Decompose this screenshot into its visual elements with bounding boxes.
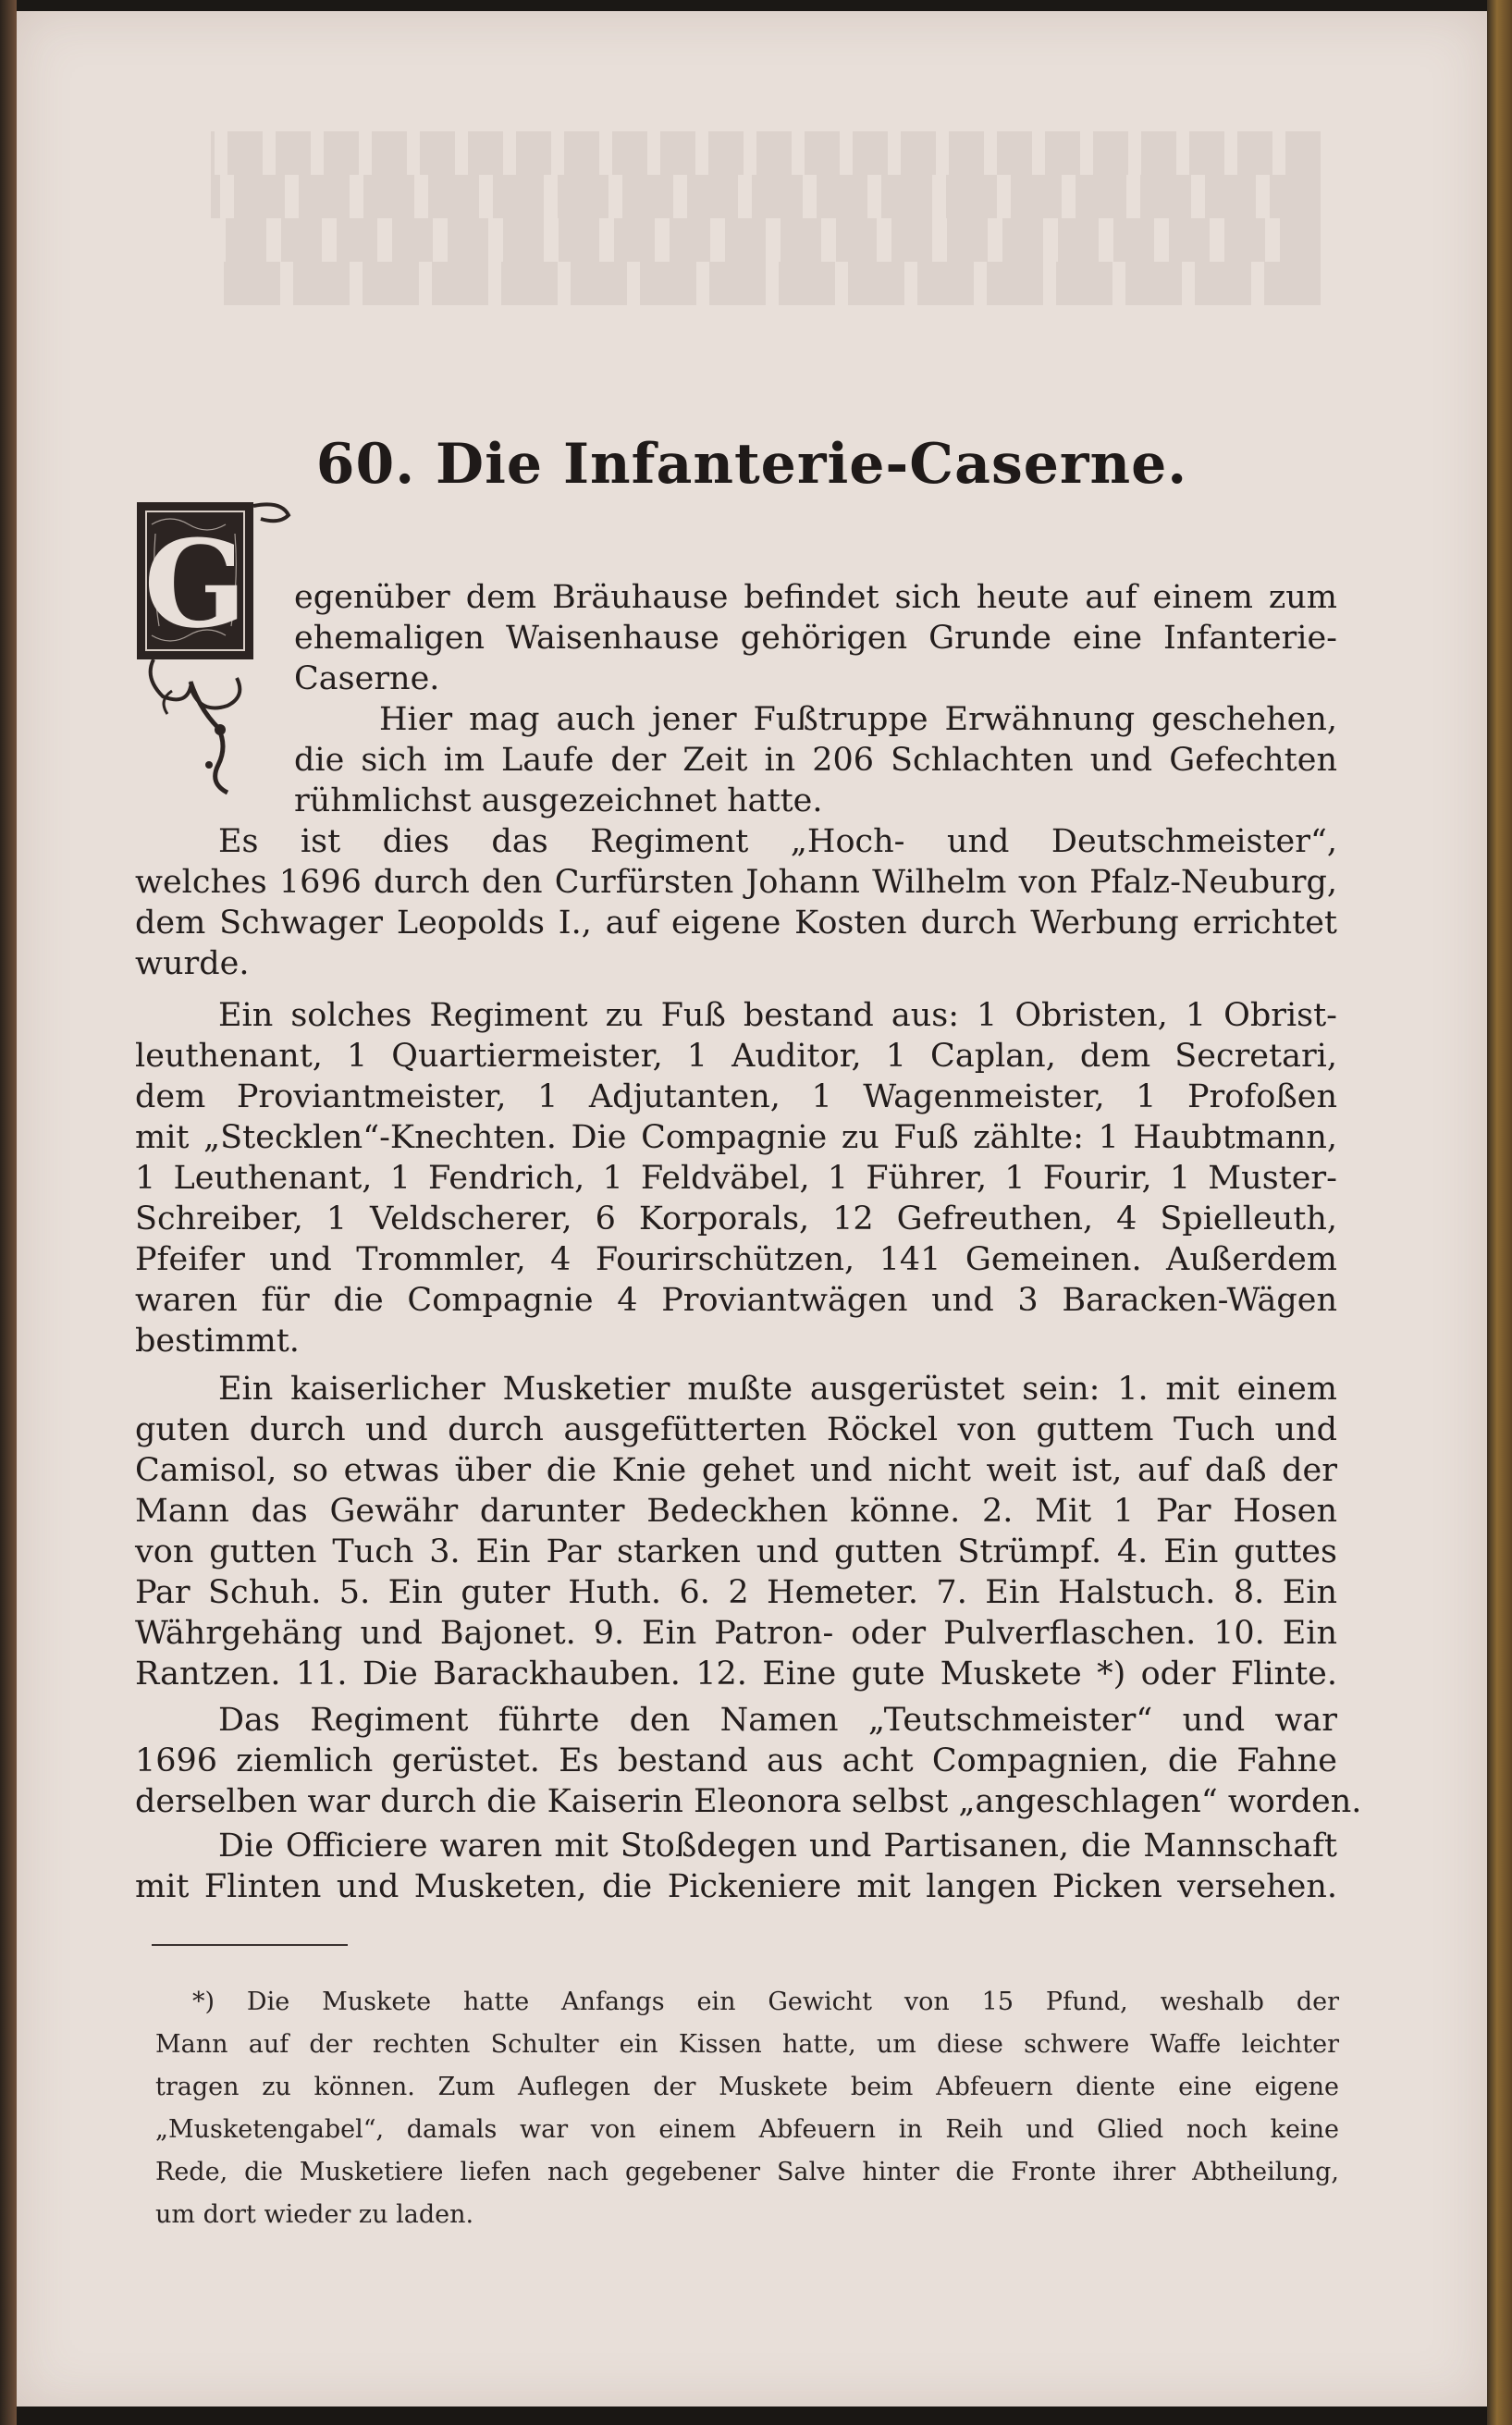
book-page xyxy=(17,11,1487,2407)
footnote-rule xyxy=(152,1944,348,1946)
paragraph-5 xyxy=(135,1369,1337,1694)
footnote-line: *) Die Muskete hatte Anfangs ein Gewicht von 15 Pfund, weshalb der xyxy=(192,1988,1339,2016)
text-line: Es ist dies das Regiment „Hoch- und Deutschmeister“, xyxy=(218,823,1337,860)
paragraph-6 xyxy=(135,1700,1362,1822)
text-line: welches 1696 durch den Curfürsten Johann Wilhelm von Pfalz-Neuburg, xyxy=(135,864,1337,901)
text-line: leuthenant, 1 Quartiermeister, 1 Auditor, 1 Caplan, dem Secretari, xyxy=(135,1038,1337,1075)
text-line: Schreiber, 1 Veldscherer, 6 Korporals, 12 Gefreuthen, 4 Spielleuth, xyxy=(135,1200,1337,1237)
text-line: Rantzen. 11. Die Barackhauben. 12. Eine gute Muskete *) oder Flinte. xyxy=(135,1656,1337,1693)
text-line: Währgehäng und Bajonet. 9. Ein Patron- oder Pulverflaschen. 10. Ein xyxy=(135,1615,1337,1652)
text-line: Ein solches Regiment zu Fuß bestand aus: 1 Obristen, 1 Obrist- xyxy=(218,997,1337,1034)
chapter-title: 60. Die Infanterie-Caserne. xyxy=(315,432,1188,497)
footnote xyxy=(155,1981,1339,2236)
text-line: dem Proviantmeister, 1 Adjutanten, 1 Wagenmeister, 1 Profoßen xyxy=(135,1078,1337,1115)
scan-left-edge xyxy=(0,0,17,2425)
gilt-page-edge xyxy=(1487,0,1512,2425)
text-line: Ein kaiserlicher Musketier mußte ausgerüstet sein: 1. mit einem xyxy=(218,1371,1337,1408)
text-line: Hier mag auch jener Fußtruppe Erwähnung geschehen, xyxy=(379,701,1337,738)
footnote-line: Mann auf der rechten Schulter ein Kissen hatte, um diese schwere Waffe leichter xyxy=(155,2030,1339,2059)
footnote-line: „Musketengabel“, damals war von einem Abfeuern in Reih und Glied noch keine xyxy=(155,2115,1339,2144)
text-line: wurde. xyxy=(135,945,250,982)
text-line: die sich im Laufe der Zeit in 206 Schlachten und Gefechten xyxy=(294,742,1337,779)
text-line: Pfeifer und Trommler, 4 Fourirschützen, 141 Gemeinen. Außerdem xyxy=(135,1241,1337,1278)
text-line: Mann das Gewähr darunter Bedeckhen könne. 2. Mit 1 Par Hosen xyxy=(135,1493,1337,1530)
text-line: 1 Leuthenant, 1 Fendrich, 1 Feldväbel, 1 Führer, 1 Fourir, 1 Muster- xyxy=(135,1160,1337,1197)
paragraph-4 xyxy=(135,995,1337,1361)
text-line: guten durch und durch ausgefütterten Röckel von guttem Tuch und xyxy=(135,1411,1337,1448)
scan-top-edge xyxy=(0,0,1512,11)
text-line: mit „Stecklen“-Knechten. Die Compagnie zu Fuß zählte: 1 Haubtmann, xyxy=(135,1119,1337,1156)
decorated-initial xyxy=(135,497,292,802)
text-line: bestimmt. xyxy=(135,1323,300,1360)
text-line: Die Officiere waren mit Stoßdegen und Partisanen, die Mannschaft xyxy=(218,1828,1337,1865)
paragraph-3 xyxy=(135,821,1337,984)
paragraph-1 xyxy=(294,577,1337,699)
text-line: von gutten Tuch 3. Ein Par starken und gutten Strümpf. 4. Ein guttes xyxy=(135,1533,1337,1570)
text-line: Caserne. xyxy=(294,660,440,697)
svg-text:G: G xyxy=(143,513,247,655)
paragraph-2 xyxy=(294,699,1337,821)
footnote-line: Rede, die Musketiere liefen nach gegebener Salve hinter die Fronte ihrer Abtheilung, xyxy=(155,2158,1339,2186)
footnote-line: um dort wieder zu laden. xyxy=(155,2200,474,2229)
paragraph-7 xyxy=(135,1826,1337,1907)
footnote-line: tragen zu können. Zum Auflegen der Muskete beim Abfeuern diente eine eigene xyxy=(155,2073,1339,2101)
text-line: mit Flinten und Musketen, die Pickeniere mit langen Picken versehen. xyxy=(135,1868,1337,1905)
text-line: Das Regiment führte den Namen „Teutschmeister“ und war xyxy=(218,1702,1337,1739)
text-line: ehemaligen Waisenhause gehörigen Grunde eine Infanterie- xyxy=(294,620,1337,657)
text-line: 1696 ziemlich gerüstet. Es bestand aus acht Compagnien, die Fahne xyxy=(135,1742,1337,1779)
text-line: egenüber dem Bräuhause befindet sich heute auf einem zum xyxy=(294,579,1337,616)
text-line: Camisol, so etwas über die Knie gehet und nicht weit ist, auf daß der xyxy=(135,1452,1337,1489)
text-line: dem Schwager Leopolds I., auf eigene Kosten durch Werbung errichtet xyxy=(135,905,1337,942)
show-through-texture xyxy=(211,131,1321,305)
text-line: Par Schuh. 5. Ein guter Huth. 6. 2 Hemeter. 7. Ein Halstuch. 8. Ein xyxy=(135,1574,1337,1611)
text-line: rühmlichst ausgezeichnet hatte. xyxy=(294,782,823,819)
text-line: derselben war durch die Kaiserin Eleonora selbst „angeschlagen“ worden. xyxy=(135,1783,1362,1820)
text-line: waren für die Compagnie 4 Proviantwägen und 3 Baracken-Wägen xyxy=(135,1282,1337,1319)
